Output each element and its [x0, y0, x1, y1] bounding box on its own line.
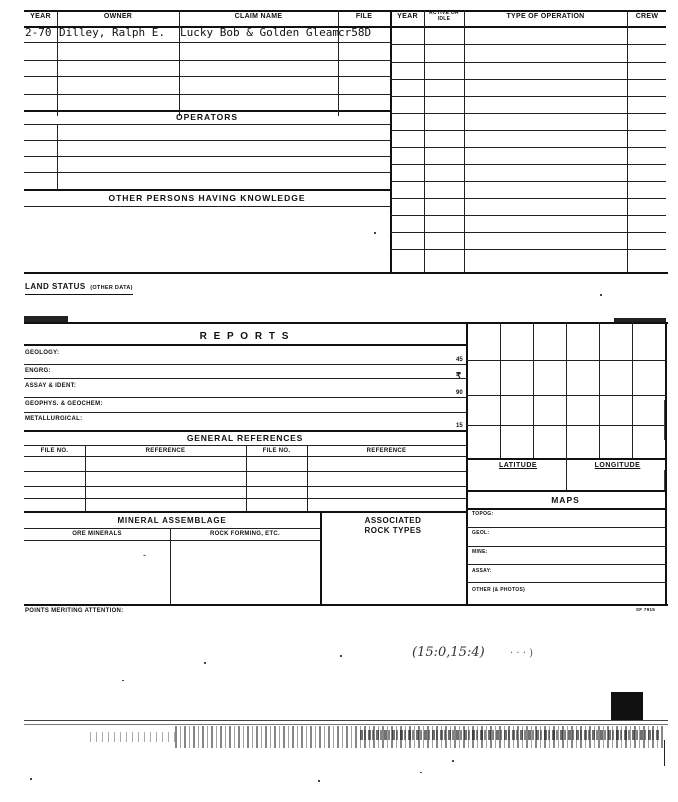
assay-ident-label: ASSAY & IDENT: [25, 383, 77, 389]
handwritten-coordinates: (15:0,15:4) [412, 645, 485, 660]
geology-num: 45 [456, 357, 463, 363]
general-references-title: GENERAL REFERENCES [186, 433, 304, 443]
metallurgical-num: 15 [456, 423, 463, 429]
type-of-operation-header: TYPE OF OPERATION [506, 13, 585, 20]
operators-label: OPERATORS [175, 112, 239, 122]
other-persons-label: OTHER PERSONS HAVING KNOWLEDGE [108, 193, 306, 203]
claim-name-header: CLAIM NAME [234, 13, 283, 20]
maps-assay: ASSAY: [472, 568, 492, 574]
associated-rock-types-line1: ASSOCIATED [364, 516, 422, 525]
maps-other-photos: OTHER (& PHOTOS) [472, 587, 526, 593]
land-status-sub: (OTHER DATA) [90, 285, 133, 291]
metallurgical-label: METALLURGICAL: [25, 416, 83, 422]
maps-geol: GEOL: [472, 530, 490, 536]
file-header: FILE [355, 13, 373, 20]
engrg-num: ₹ [456, 371, 462, 380]
row1-claim-name: Lucky Bob & Golden Gleam [180, 26, 339, 39]
form-number: SF 7915 [636, 607, 656, 612]
reference-header-1: REFERENCE [145, 448, 186, 454]
longitude-label: LONGITUDE [594, 462, 641, 469]
maps-title: MAPS [551, 495, 580, 505]
geology-label: GEOLOGY: [25, 350, 60, 356]
assay-ident-num: 90 [456, 390, 463, 396]
land-status-heading [25, 276, 133, 295]
scan-noise-light [90, 732, 180, 742]
file-no-header-2: FILE NO. [262, 448, 291, 454]
pencil-dots: · · · ) [510, 648, 533, 659]
scan-noise-band-dark [360, 730, 660, 740]
engrg-label: ENGRG: [25, 368, 51, 374]
latitude-label: LATITUDE [498, 462, 538, 469]
associated-rock-types-line2: ROCK TYPES [364, 526, 422, 535]
reports-title: R E P O R T S [199, 331, 291, 342]
mineral-assemblage-title: MINERAL ASSEMBLAGE [117, 516, 227, 525]
activity-year-header: YEAR [397, 13, 418, 20]
ore-minerals-value: - [143, 550, 146, 560]
row1-file: cr58D [338, 26, 372, 39]
year-header: YEAR [30, 13, 51, 20]
active-idle-header: ACTIVE OR IDLE [429, 10, 459, 22]
land-status-label: LAND STATUS [25, 282, 86, 291]
owner-header: OWNER [103, 13, 133, 20]
ore-minerals-header: ORE MINERALS [72, 531, 122, 537]
maps-mine: MINE: [472, 549, 488, 555]
row1-year: 2-70 [25, 26, 52, 39]
black-scan-square [611, 692, 643, 720]
reference-header-2: REFERENCE [366, 448, 407, 454]
maps-topog: TOPOG: [472, 511, 494, 517]
file-no-header-1: FILE NO. [40, 448, 69, 454]
rock-forming-header: ROCK FORMING, ETC. [209, 531, 281, 537]
points-meriting-attention-label: POINTS MERITING ATTENTION: [25, 608, 124, 614]
row1-owner: Dilley, Ralph E. [59, 26, 165, 39]
crew-header: CREW [635, 13, 659, 20]
geophys-label: GEOPHYS. & GEOCHEM: [25, 401, 103, 407]
